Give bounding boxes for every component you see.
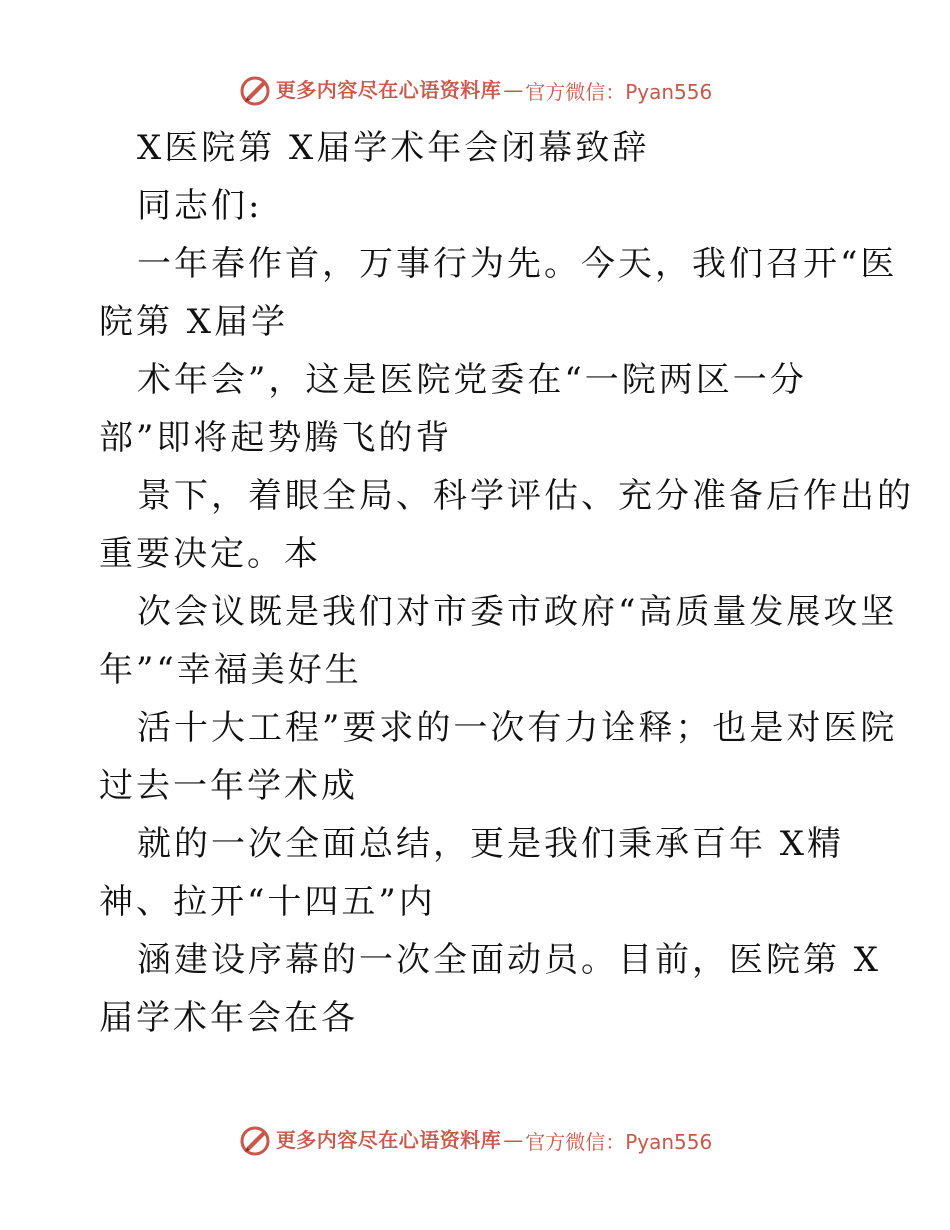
pen-logo-icon [238,1123,272,1157]
text-line: 活十大工程”要求的一次有力诠释；也是对医院 [137,708,898,748]
watermark-text: 更多内容尽在心语资料库 [275,1128,502,1152]
document-title: X医院第 X届学术年会闭幕致辞 [137,128,650,168]
watermark-wechat: 官方微信：Pyan556 [525,1129,713,1154]
text-line: 部”即将起势腾飞的背 [99,418,453,458]
text-line: 就的一次全面总结，更是我们秉承百年 X精 [137,824,845,864]
watermark-dash: — [503,78,524,102]
pen-logo-icon [238,73,272,107]
text-line: 年”“幸福美好生 [99,650,362,690]
header-watermark [0,70,950,110]
text-line: 景下，着眼全局、科学评估、充分准备后作出的 [137,476,914,516]
text-line: 一年春作首，万事行为先。今天，我们召开“医 [137,244,898,284]
text-line: 过去一年学术成 [99,766,358,806]
text-line: 院第 X届学 [99,302,289,342]
watermark-text: 更多内容尽在心语资料库 [275,78,502,102]
text-line: 次会议既是我们对市委市政府“高质量发展攻坚 [137,592,898,632]
text-line: 涵建设序幕的一次全面动员。目前，医院第 X [137,940,882,980]
watermark-wechat: 官方微信：Pyan556 [525,79,713,104]
salutation: 同志们: [137,186,263,226]
text-line: 术年会”，这是医院党委在“一院两区一分 [137,360,807,400]
text-line: 届学术年会在各 [99,998,358,1038]
footer-watermark [0,1120,950,1160]
text-line: 重要决定。本 [99,534,321,574]
text-line: 神、拉开“十四五”内 [99,882,436,922]
watermark-dash: — [503,1128,524,1152]
